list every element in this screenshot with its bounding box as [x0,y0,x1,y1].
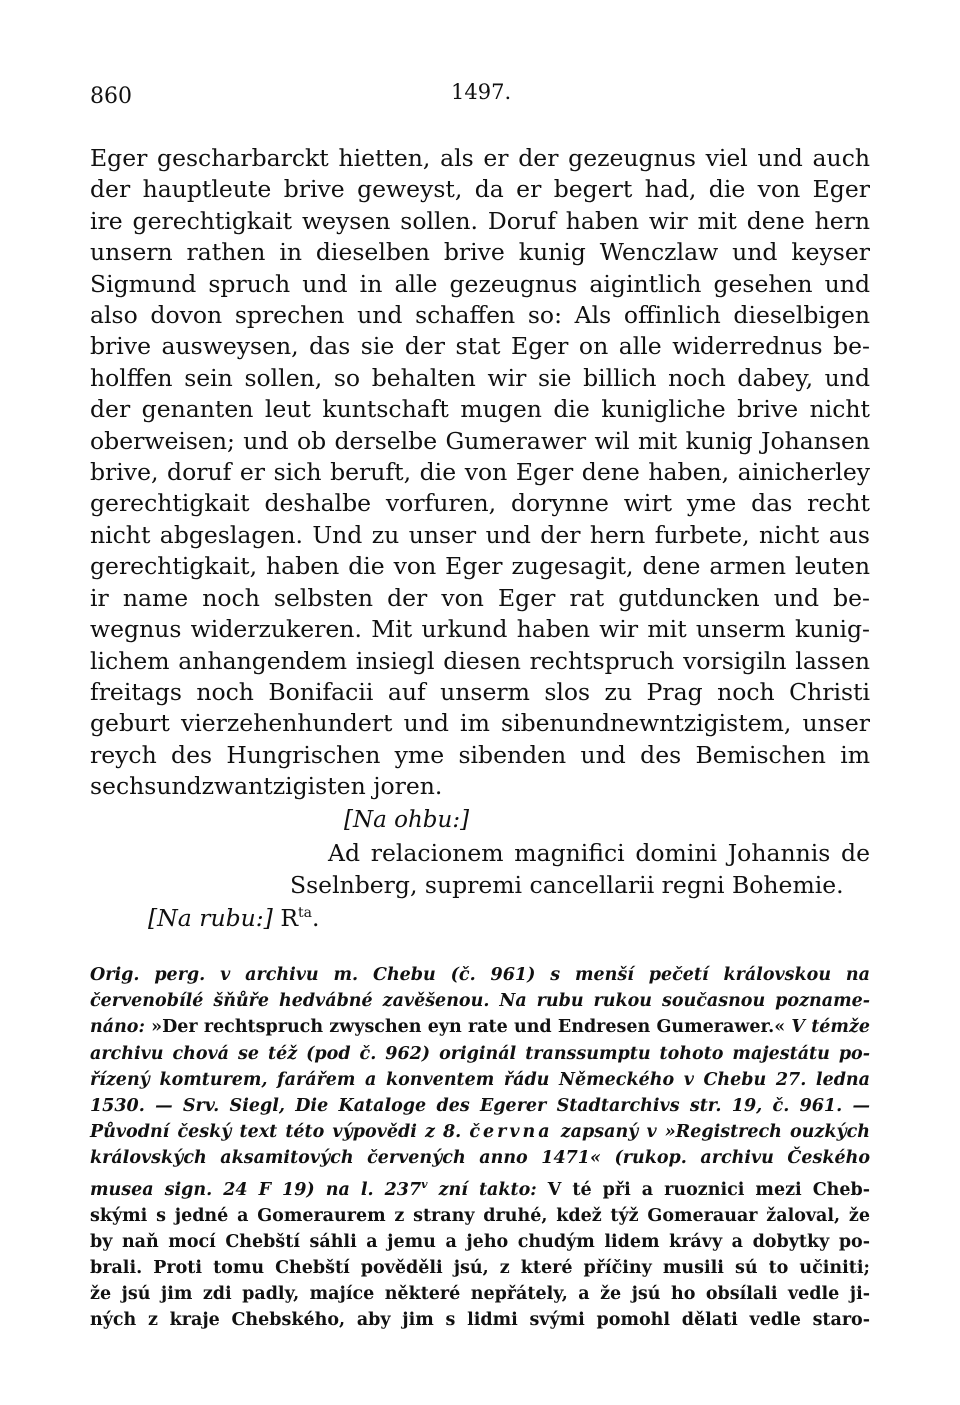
text-line: gerechtigkait, haben die von Eger zugesagit, dene armen leuten [90,552,870,581]
note-quote: V té při a ruoznici mezi Cheb- [547,1179,870,1200]
note-line [90,1041,870,1067]
text-line: also dovon sprechen und schaffen so: Als offinlich dieselbigen [90,301,870,330]
text-line: gerechtigkait deshalbe vorfuren, dorynne wirt yme das recht [90,489,870,518]
note-line: brali. Proti tomu Chebští pověděli jsú, z které příčiny musili sú to učiniti; [90,1258,870,1279]
text-line: lichem anhangendem insiegl diesen rechtspruch vorsigiln lassen [90,646,870,675]
note-text: 1530. — Srv. Siegl, Die Kataloge des Egerer Stadtarchivs str. 19, č. 961. — [90,1096,870,1117]
text-line: sechsundzwantzigisten joren. [90,772,443,801]
note-line [90,1172,870,1203]
note-line: že jsú jim zdi padly, majíce některé nepřátely, a že jsú ho obsílali vedle ji- [90,1284,870,1305]
text-line: geburt vierzehenhundert und im sibenundnewntzigistem, unser [90,709,870,738]
running-head-year: 1497. [451,80,512,104]
note-superscript: v [421,1177,428,1191]
endorsement-line: Sselnberg, supremi cancellarii regni Bohemie. [290,871,844,899]
note-text: Orig. perg. v archivu m. Chebu (č. 961) s menší pečetí královskou na [90,965,870,985]
note-line [90,1145,870,1171]
endorsement-line: Ad relacionem magnifici domini Johannis de [328,839,870,867]
text-line: unsern rathen in dieselben brive kunig Wenczlaw und keyser [90,238,870,267]
text-line: oberweisen; und ob derselbe Gumerawer wil mit kunig Johansen [90,426,870,455]
note-line [90,1014,870,1040]
note-text: červenobílé šňůře hedvábné zavěšenou. Na rubu rukou současnou pozname- [90,991,870,1012]
note-line: ných z kraje Chebského, aby jim s lidmi svými pomohl dělati vedle staro- [90,1310,870,1331]
note-spaced-text: června [469,1122,553,1143]
text-line: ire gerechtigkait weysen sollen. Doruf haben wir mit dene hern [90,206,870,235]
note-text: zní takto: [427,1179,548,1200]
text-line: freitags noch Bonifacii auf unserm slos zu Prag noch Christi [90,677,870,706]
text-line: holffen sein sollen, so behalten wir sie billich noch dabey, und [90,363,870,392]
page-number: 860 [90,84,132,109]
note-text: náno: [90,1017,152,1038]
note-text: archivu chová se též (pod č. 962) originál transsumptu tohoto majestátu po- [90,1043,870,1064]
reverse-superscript: ta [298,905,313,922]
text-line: wegnus widerzukeren. Mit urkund haben wir mit unserm kunig- [90,615,870,644]
reverse-note [148,904,320,932]
note-line: skými s jedné a Gomeraurem z strany druhé, kdež týž Gomerauar žaloval, že [90,1205,870,1226]
note-text: řízený komturem, farářem a konventem řádu Německého v Chebu 27. ledna [90,1069,870,1090]
editorial-notes [90,962,870,1334]
text-line: reych des Hungrischen yme sibenden und des Bemischen im [90,740,870,769]
note-text: Původní český text této výpovědi z 8. [90,1122,470,1143]
endorsement-label: [Na ohbu:] [344,807,470,833]
text-line: brive ausweysen, das sie der stat Eger on alle widerrednus be- [90,332,870,361]
text-line: brive, doruf er sich beruft, die von Eger dene haben, ainicherley [90,458,870,487]
text-line: Eger gescharbarckt hietten, als er der gezeugnus viel und auch [90,144,870,172]
note-line [90,962,870,988]
note-line [90,988,870,1014]
text-line: ir name noch selbsten der von Eger rat gutduncken und be- [90,583,870,612]
note-line: by naň mocí Chebští sáhli a jemu a jeho chudým lidem krávy a dobytky po- [90,1231,870,1252]
note-line [90,1119,870,1145]
reverse-label: [Na rubu:] [148,904,273,932]
main-text [90,143,870,803]
note-text: zapsaný v »Registrech ouzkých [552,1122,870,1143]
note-text: královských aksamitových červených anno 1471« (rukop. archivu Českého [90,1148,870,1169]
note-text: musea sign. 24 F 19) na l. 237 [90,1179,422,1200]
text-line: der genanten leut kuntschaft mugen die kunigliche brive nicht [90,395,870,424]
reverse-suffix: . [312,904,320,932]
note-line [90,1067,870,1093]
reverse-text: R [280,904,299,932]
text-line: nicht abgeslagen. Und zu unser und der hern furbete, nicht aus [90,520,870,549]
note-text: V témže [785,1017,871,1038]
text-line: der hauptleute brive geweyst, da er begert had, die von Eger [90,175,870,204]
note-quote: »Der rechtspruch zwyschen eyn rate und Endresen Gumerawer.« [151,1017,786,1038]
note-line [90,1093,870,1119]
text-line: Sigmund spruch und in alle gezeugnus aigintlich gesehen und [90,269,870,298]
